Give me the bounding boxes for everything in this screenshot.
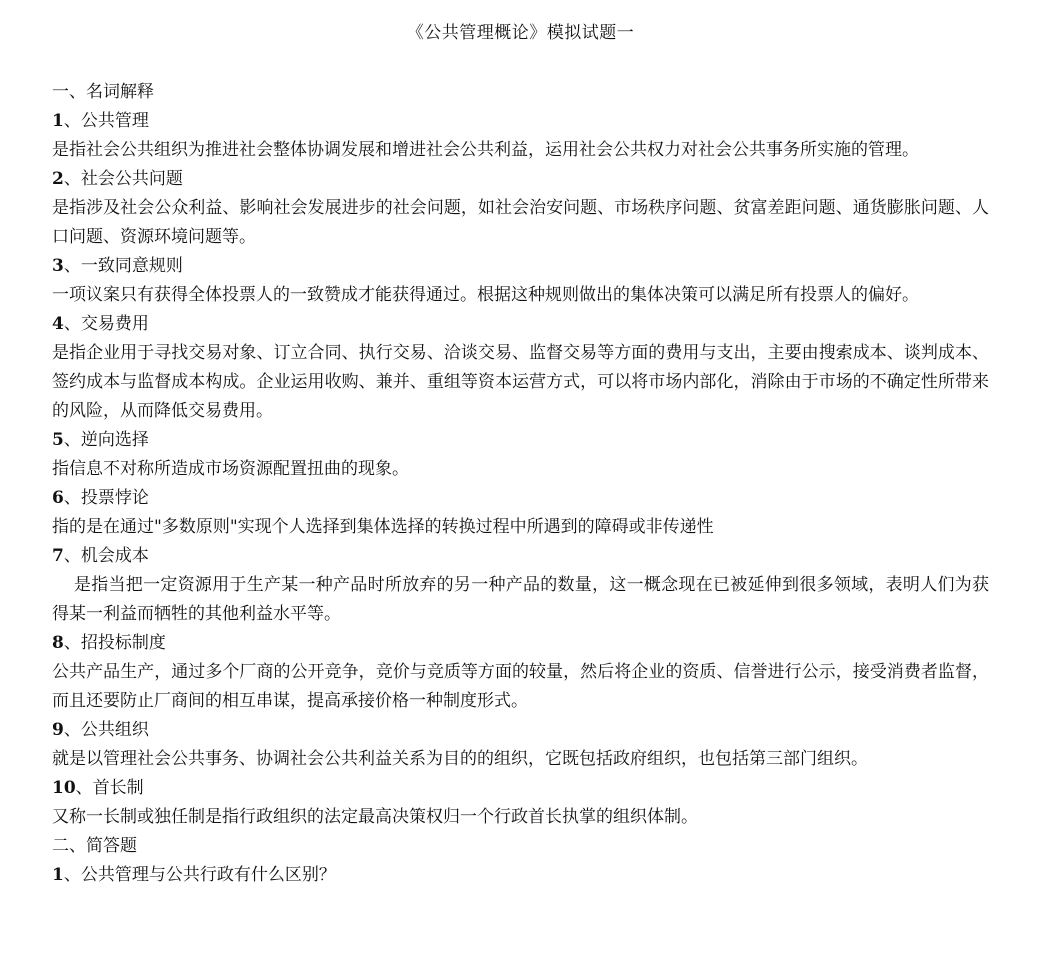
term-heading: [52, 542, 989, 571]
term-number: 10: [52, 778, 76, 798]
term-name: 社会公共问题: [80, 169, 183, 189]
term-name: 招投标制度: [80, 633, 166, 653]
document-title: 《公共管理概论》模拟试题一: [406, 23, 635, 43]
term-definition: 指的是在通过"多数原则"实现个人选择到集体选择的转换过程中所遇到的障碍或非传递性: [52, 517, 714, 537]
term-heading: [52, 774, 989, 803]
term-separator: 、: [63, 111, 81, 131]
term-number: 3: [52, 256, 64, 276]
term-definition: 是指当把一定资源用于生产某一种产品时所放弃的另一种产品的数量，这一概念现在已被延伸到很多领域，表明人们为获得某一利益而牺牲的其他利益水平等。: [52, 575, 989, 624]
term-heading: [52, 310, 989, 339]
term-separator: 、: [63, 488, 81, 508]
term-number: 6: [52, 488, 64, 508]
question-number: 1: [52, 865, 64, 885]
term-definition: 又称一长制或独任制是指行政组织的法定最高决策权归一个行政首长执掌的组织体制。: [52, 807, 698, 827]
term-number: 4: [52, 314, 64, 334]
term-number: 8: [52, 633, 64, 653]
term-number: 9: [52, 720, 64, 740]
term-name: 首长制: [92, 778, 144, 798]
term-name: 投票悖论: [80, 488, 149, 508]
question-text: 公共管理与公共行政有什么区别？: [80, 865, 336, 885]
term-heading: [52, 107, 989, 136]
term-name: 机会成本: [80, 546, 149, 566]
term-separator: 、: [63, 546, 81, 566]
term-name: 一致同意规则: [80, 256, 183, 276]
term-heading: [52, 484, 989, 513]
term-number: 1: [52, 111, 64, 131]
term-heading: [52, 165, 989, 194]
section-title-definitions: 一、名词解释: [52, 82, 154, 102]
term-definition: 公共产品生产，通过多个厂商的公开竞争，竞价与竞质等方面的较量，然后将企业的资质、信誉进行公示，接受消费者监督，而且还要防止厂商间的相互串谋，提高承接价格一种制度形式。: [52, 662, 989, 711]
term-definition: 一项议案只有获得全体投票人的一致赞成才能获得通过。根据这种规则做出的集体决策可以满足所有投票人的偏好。: [52, 285, 919, 305]
term-separator: 、: [63, 314, 81, 334]
term-separator: 、: [63, 169, 81, 189]
term-definition: 是指社会公共组织为推进社会整体协调发展和增进社会公共利益，运用社会公共权力对社会公共事务所实施的管理。: [52, 140, 919, 160]
term-number: 5: [52, 430, 64, 450]
section-title-short-answer: 二、简答题: [52, 836, 137, 856]
term-number: 7: [52, 546, 64, 566]
term-definition: 是指企业用于寻找交易对象、订立合同、执行交易、洽谈交易、监督交易等方面的费用与支出，主要由搜索成本、谈判成本、签约成本与监督成本构成。企业运用收购、兼并、重组等资本运营方式，可以将市场内部化，消除由于市场的不确定性所带来的风险，从而降低交易费用。: [52, 343, 989, 421]
term-separator: 、: [75, 778, 93, 798]
term-name: 逆向选择: [80, 430, 149, 450]
term-heading: [52, 716, 989, 745]
term-name: 公共组织: [80, 720, 149, 740]
term-name: 公共管理: [80, 111, 149, 131]
term-heading: [52, 629, 989, 658]
term-number: 2: [52, 169, 64, 189]
term-heading: [52, 252, 989, 281]
term-definition: 是指涉及社会公众利益、影响社会发展进步的社会问题，如社会治安问题、市场秩序问题、贫富差距问题、通货膨胀问题、人口问题、资源环境问题等。: [52, 198, 989, 247]
term-separator: 、: [63, 633, 81, 653]
term-definition: 就是以管理社会公共事务、协调社会公共利益关系为目的的组织，它既包括政府组织，也包括第三部门组织。: [52, 749, 868, 769]
term-separator: 、: [63, 430, 81, 450]
term-name: 交易费用: [80, 314, 149, 334]
question-item: [52, 861, 989, 890]
term-separator: 、: [63, 720, 81, 740]
term-definition: 指信息不对称所造成市场资源配置扭曲的现象。: [52, 459, 409, 479]
term-heading: [52, 426, 989, 455]
term-separator: 、: [63, 256, 81, 276]
question-separator: 、: [63, 865, 81, 885]
